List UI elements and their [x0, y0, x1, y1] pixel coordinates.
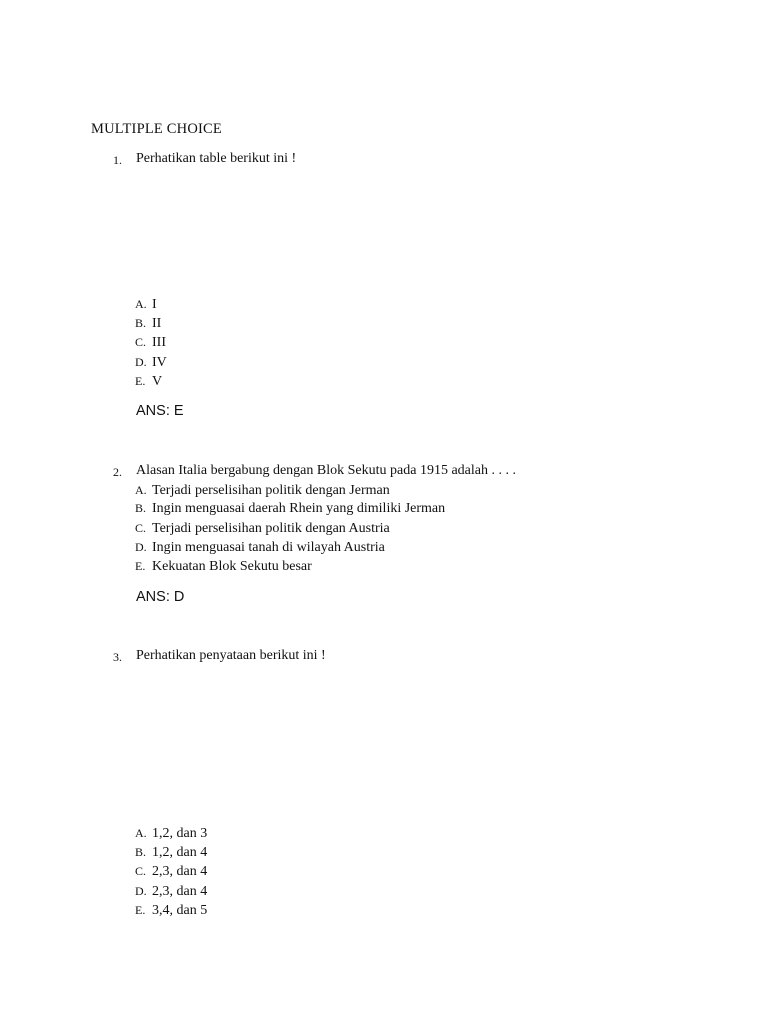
option-text: Terjadi perselisihan politik dengan Jerman: [152, 483, 390, 498]
option-a: [135, 297, 157, 313]
option-e: [135, 559, 312, 575]
option-d: [135, 355, 167, 371]
option-text: V: [152, 374, 163, 389]
option-letter: A.: [135, 483, 147, 497]
option-c: [135, 864, 207, 880]
answer-key: ANS: E: [136, 403, 184, 419]
option-text: Ingin menguasai daerah Rhein yang dimiliki Jerman: [152, 501, 446, 516]
answer-key: ANS: D: [136, 589, 185, 605]
option-text: II: [152, 316, 162, 331]
option-b: [135, 316, 161, 332]
option-a: [135, 826, 207, 842]
question-number: 2.: [113, 465, 122, 479]
option-b: [135, 501, 445, 517]
option-letter: B.: [135, 845, 147, 859]
option-letter: B.: [135, 501, 147, 515]
option-text: III: [152, 335, 166, 350]
option-text: I: [152, 297, 157, 312]
question-text: Perhatikan penyataan berikut ini !: [136, 648, 326, 663]
option-letter: A.: [135, 826, 147, 840]
option-text: 2,3, dan 4: [152, 884, 208, 899]
option-text: IV: [152, 355, 167, 370]
option-letter: D.: [135, 540, 147, 554]
question-text: Alasan Italia bergabung dengan Blok Sekutu pada 1915 adalah . . . .: [136, 463, 516, 478]
option-letter: D.: [135, 884, 147, 898]
option-e: [135, 903, 207, 919]
question-text: Perhatikan table berikut ini !: [136, 151, 297, 166]
option-b: [135, 845, 207, 861]
option-letter: A.: [135, 297, 147, 311]
question-number: 1.: [113, 153, 122, 167]
option-text: Kekuatan Blok Sekutu besar: [152, 559, 312, 574]
option-c: [135, 335, 166, 351]
option-letter: C.: [135, 864, 147, 878]
option-e: [135, 374, 162, 390]
option-letter: C.: [135, 335, 147, 349]
option-text: 3,4, dan 5: [152, 903, 208, 918]
section-title: MULTIPLE CHOICE: [91, 121, 222, 137]
option-text: 1,2, dan 4: [152, 845, 208, 860]
question-number: 3.: [113, 650, 122, 664]
option-letter: E.: [135, 374, 146, 388]
option-d: [135, 540, 385, 556]
option-text: 1,2, dan 3: [152, 826, 208, 841]
option-letter: D.: [135, 355, 147, 369]
option-a: [135, 483, 390, 499]
option-letter: E.: [135, 559, 146, 573]
option-letter: B.: [135, 316, 147, 330]
option-text: Ingin menguasai tanah di wilayah Austria: [152, 540, 385, 555]
option-c: [135, 521, 390, 537]
option-text: 2,3, dan 4: [152, 864, 208, 879]
option-letter: C.: [135, 521, 147, 535]
option-d: [135, 884, 207, 900]
option-text: Terjadi perselisihan politik dengan Austria: [152, 521, 390, 536]
option-letter: E.: [135, 903, 146, 917]
